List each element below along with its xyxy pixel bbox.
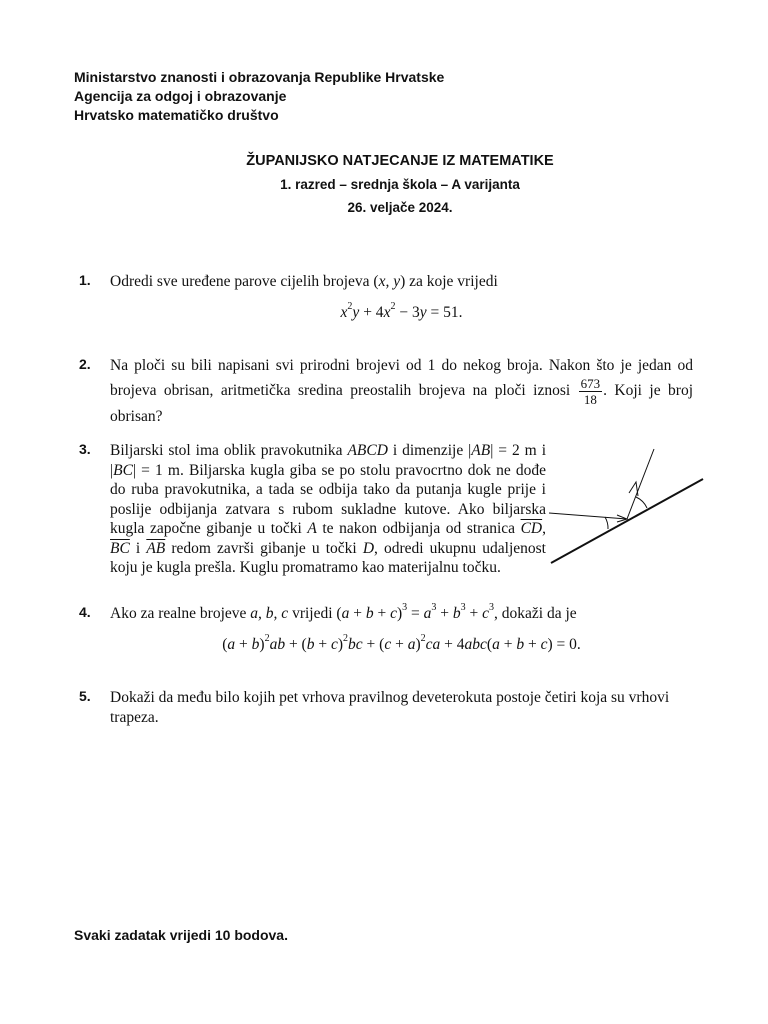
problem-4-text: Ako za realne brojeve a, b, c vrijedi $(a + b + c)^3 = a^3 + b^3 + c^3$, dokaži da je — [110, 601, 577, 622]
competition-title: ŽUPANIJSKO NATJECANJE IZ MATEMATIKE — [246, 153, 554, 169]
scoring-note: Svaki zadatak vrijedi 10 bodova. — [74, 927, 288, 943]
problem-2-text: Na ploči su bili napisani svi prirodni brojevi od 1 do nekog broja. Nakon što je jedan od brojeva obrisan, aritmetička sredina preostalih brojeva na ploči iznosi $\frac{673}{18}$ . Koji je broj obrisan? — [110, 357, 693, 425]
problem-5 — [79, 688, 719, 738]
problem-number: 3. — [79, 441, 91, 457]
problem-number: 5. — [79, 688, 91, 704]
reflection-angle-arc — [636, 497, 647, 508]
header-agency: Agencija za odgoj i obrazovanje — [74, 88, 287, 104]
problem-3-text: Biljarski stol ima oblik pravokutnika ABCD i dimenzije |AB| = 2 m i |BC| = 1 m. Biljarska kugla giba se po stolu pravocrtno dok ne dođe do ruba pravokutnika, a tada se odbija tako da putanja kugle prije i poslije odbijanja zatvara s rubom sukladne kutove. Ako biljarska kugla započne gibanje u točki A te nakon odbijanja od stranica $\overline{CD}$, $\overline{BC}$ i $\overline{AB}$ redom završi gibanje u točki D, odredi ukupnu udaljenost koju je kugla prešla. Kuglu promatramo kao materijalnu točku. — [110, 442, 546, 576]
competition-title-block — [0, 153, 768, 215]
competition-date: 26. veljače 2024. — [347, 200, 453, 215]
problem-5-text: Dokaži da među bilo kojih pet vrhova pravilnog deveterokuta postoje četiri koja su vrhovi trapeza. — [110, 689, 670, 726]
reflection-diagram — [545, 445, 705, 570]
problem-4 — [79, 601, 719, 664]
institution-header — [74, 68, 444, 125]
incoming-ray — [549, 513, 627, 519]
fraction: $\frac{673}{18}$ — [580, 375, 601, 407]
problem-number: 2. — [79, 356, 91, 372]
header-ministry: Ministarstvo znanosti i obrazovanja Republike Hrvatske — [74, 69, 445, 85]
problem-1 — [79, 272, 699, 332]
problem-number: 4. — [79, 604, 91, 620]
header-society: Hrvatsko matematičko društvo — [74, 107, 279, 123]
edge-line — [551, 479, 703, 563]
problem-2 — [79, 356, 699, 426]
problem-1-text: Odredi sve uređene parove cijelih brojeva (x, y) za koje vrijedi — [110, 273, 498, 290]
problem-4-equation: $(a + b)^2ab + (b + c)^2bc + (c + a)^2ca + 4abc(a + b + c) = 0$. — [222, 632, 581, 653]
competition-subtitle: 1. razred – srednja škola – A varijanta — [280, 177, 520, 192]
problem-number: 1. — [79, 272, 91, 288]
incidence-angle-arc — [605, 517, 608, 529]
problem-1-equation: $x^2y + 4x^2 - 3y = 51$. — [340, 300, 463, 321]
